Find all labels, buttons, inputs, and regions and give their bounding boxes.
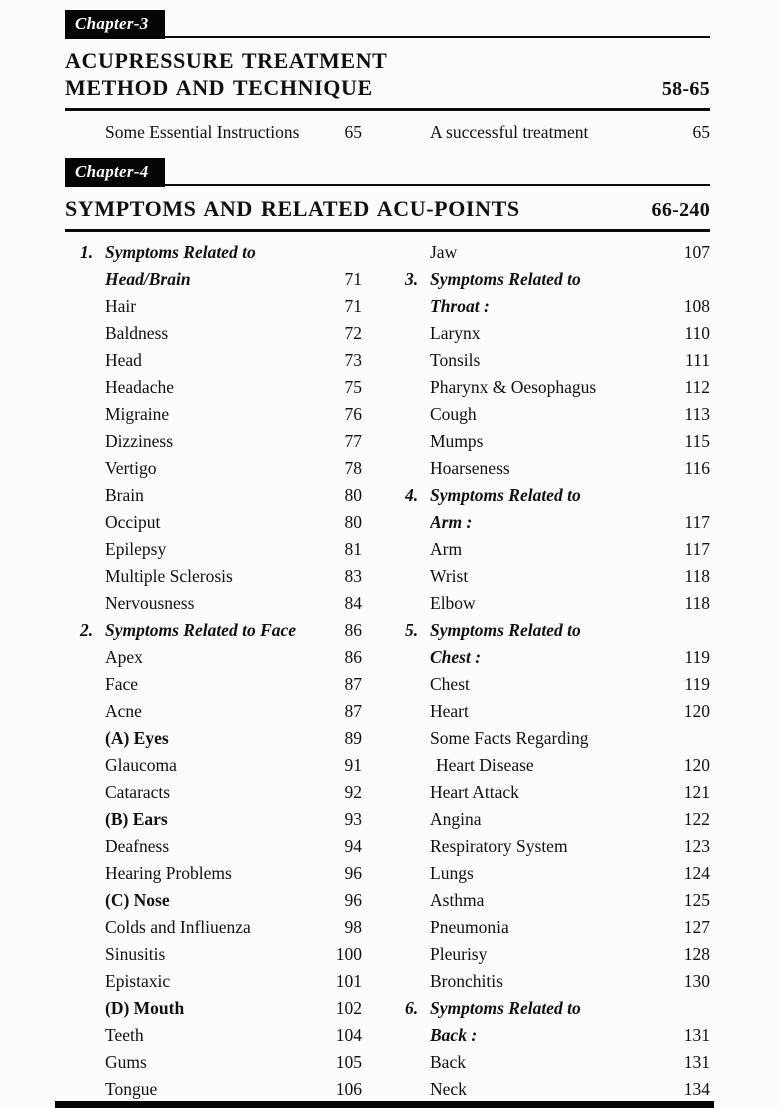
toc-entry: [80, 563, 362, 590]
toc-entry: [405, 374, 710, 401]
toc-entry: [80, 293, 362, 320]
toc-entry-label: (C) Nose: [105, 890, 170, 910]
toc-entry-label: Epilepsy: [105, 539, 167, 559]
toc-entry-label: Migraine: [105, 404, 170, 424]
toc-entry: [405, 509, 710, 536]
toc-entry: [405, 1049, 710, 1076]
chapter3-badge: Chapter-3: [65, 10, 165, 39]
toc-entry: [405, 428, 710, 455]
toc-entry-page: 72: [344, 323, 362, 343]
toc-entry-label: Elbow: [430, 593, 476, 613]
toc-entry-page: 75: [344, 377, 362, 397]
toc-entry: [405, 293, 710, 320]
toc-entry: [80, 752, 362, 779]
toc-entry: [80, 428, 362, 455]
toc-entry-page: 127: [683, 917, 710, 937]
toc-entry-label: Symptoms Related to: [430, 269, 581, 289]
toc-entry-label: Head/Brain: [105, 269, 191, 289]
toc-entry: [405, 401, 710, 428]
toc-entry-page: 131: [683, 1052, 710, 1072]
toc-entry-page: 96: [344, 890, 362, 910]
toc-entry: [405, 941, 710, 968]
chapter4-header: [65, 158, 710, 187]
toc-entry-label: Chest :: [430, 647, 482, 667]
toc-entry: [80, 644, 362, 671]
toc-entry-label: Symptoms Related to Face: [105, 620, 297, 640]
toc-entry: [405, 482, 710, 509]
toc-entry-label: Pleurisy: [430, 944, 488, 964]
toc-entry-page: 81: [344, 539, 362, 559]
toc-entry: [80, 968, 362, 995]
chapter4-title: SYMPTOMS AND RELATED ACU-POINTS: [65, 196, 520, 221]
toc-entry-page: 84: [344, 593, 362, 613]
toc-entry: [80, 455, 362, 482]
toc-columns: [65, 239, 710, 1103]
toc-entry-page: 91: [344, 755, 362, 775]
toc-entry-page: 92: [344, 782, 362, 802]
toc-entry: [405, 347, 710, 374]
toc-entry: [405, 644, 710, 671]
toc-entry-label: Nervousness: [105, 593, 195, 613]
toc-entry-label: Hoarseness: [430, 458, 510, 478]
toc-entry: [405, 455, 710, 482]
toc-entry-page: 108: [683, 296, 710, 316]
toc-entry-label: Colds and Infliuenza: [105, 917, 251, 937]
chapter3-header-rule: [165, 36, 710, 38]
toc-entry-page: 119: [684, 674, 710, 694]
toc-entry-label: Lungs: [430, 863, 474, 883]
toc-entry: [80, 590, 362, 617]
toc-entry-label: Tonsils: [430, 350, 481, 370]
toc-entry-label: Larynx: [430, 323, 481, 343]
toc-entry-label: Chest: [430, 674, 470, 694]
chapter4-title-row: [65, 195, 710, 224]
toc-entry-page: 76: [344, 404, 362, 424]
toc-entry-page: 73: [344, 350, 362, 370]
toc-entry-label: Occiput: [105, 512, 161, 532]
toc-entry-page: 123: [683, 836, 710, 856]
toc-entry-page: 96: [344, 863, 362, 883]
toc-entry-label: (B) Ears: [105, 809, 168, 829]
toc-entry-page: 117: [684, 512, 710, 532]
toc-entry-page: 86: [344, 647, 362, 667]
toc-entry-page: 87: [344, 674, 362, 694]
toc-entry: [80, 860, 362, 887]
toc-entry: [405, 320, 710, 347]
toc-entry-page: 115: [684, 431, 710, 451]
toc-entry-page: 89: [344, 728, 362, 748]
toc-entry: [80, 725, 362, 752]
toc-entry-label: Glaucoma: [105, 755, 177, 775]
toc-entry: [405, 887, 710, 914]
toc-entry-page: 118: [684, 593, 710, 613]
toc-entry: [405, 266, 710, 293]
toc-entry-page: 119: [684, 647, 710, 667]
toc-entry-label: Acne: [105, 701, 142, 721]
toc-entry-page: 120: [683, 755, 710, 775]
toc-entry: [80, 806, 362, 833]
toc-entry: [80, 1022, 362, 1049]
toc-entry-page: 124: [683, 863, 710, 883]
toc-entry-label: Sinusitis: [105, 944, 166, 964]
toc-entry-label: Headache: [105, 377, 174, 397]
toc-entry-label: Symptoms Related to: [430, 485, 581, 505]
toc-entry-label: Symptoms Related to: [430, 620, 581, 640]
toc-entry-label: Respiratory System: [430, 836, 568, 856]
toc-entry-label: Bronchitis: [430, 971, 503, 991]
toc-entry-label: Pneumonia: [430, 917, 509, 937]
toc-entry: [405, 536, 710, 563]
toc-entry: [405, 1076, 710, 1103]
toc-entry-page: 107: [683, 242, 710, 262]
chapter4-page-range: 66-240: [651, 199, 710, 221]
toc-entry-label: Mumps: [430, 431, 484, 451]
toc-entry-page: 65: [692, 122, 710, 142]
toc-entry: [80, 698, 362, 725]
toc-entry-page: 131: [683, 1025, 710, 1045]
toc-entry: [80, 779, 362, 806]
toc-entry-page: 106: [335, 1079, 362, 1099]
toc-entry-label: Symptoms Related to: [430, 998, 581, 1018]
toc-entry: [405, 617, 710, 644]
toc-entry-label: Angina: [430, 809, 482, 829]
toc-entry-page: 112: [684, 377, 710, 397]
chapter3-title-line1: ACUPRESSURE TREATMENT: [65, 48, 388, 73]
toc-entry-page: 128: [683, 944, 710, 964]
toc-entry-page: 83: [344, 566, 362, 586]
toc-entry: [80, 914, 362, 941]
toc-entry-label: A successful treatment: [430, 122, 589, 142]
toc-entry-page: 101: [335, 971, 362, 991]
toc-entry-label: Face: [105, 674, 139, 694]
toc-entry-page: 71: [344, 269, 362, 289]
toc-entry-page: 98: [344, 917, 362, 937]
toc-entry-page: 104: [335, 1025, 362, 1045]
toc-entry-page: 122: [683, 809, 710, 829]
toc-entry-label: Hearing Problems: [105, 863, 232, 883]
toc-entry: [405, 779, 710, 806]
toc-entry: [405, 860, 710, 887]
toc-entry-number: 3.: [405, 269, 419, 289]
toc-entry-label: Throat :: [430, 296, 490, 316]
toc-entry: [405, 590, 710, 617]
toc-entry-label: Some Facts Regarding: [430, 728, 589, 748]
toc-entry-label: Hair: [105, 296, 137, 316]
toc-entry-label: Back: [430, 1052, 466, 1072]
toc-entry-label: Arm :: [430, 512, 473, 532]
toc-entry: [405, 671, 710, 698]
toc-entry: [80, 266, 362, 293]
toc-entry: [405, 119, 710, 146]
toc-entry: [80, 536, 362, 563]
toc-entry: [405, 995, 710, 1022]
toc-entry-page: 117: [684, 539, 710, 559]
toc-entry-label: (A) Eyes: [105, 728, 169, 748]
toc-entry: [405, 914, 710, 941]
toc-entry: [405, 806, 710, 833]
toc-entry-page: 77: [344, 431, 362, 451]
toc-entry-number: 5.: [405, 620, 419, 640]
toc-entry-page: 71: [344, 296, 362, 316]
toc-entry-label: Tongue: [105, 1079, 158, 1099]
toc-entry-page: 80: [344, 485, 362, 505]
toc-right-column: [405, 239, 710, 1103]
toc-entry-page: 134: [683, 1079, 710, 1099]
toc-entry: [80, 1076, 362, 1103]
toc-entry-page: 116: [684, 458, 710, 478]
toc-entry: [80, 671, 362, 698]
toc-entry: [405, 725, 710, 752]
toc-entry: [405, 1022, 710, 1049]
toc-entry-label: Asthma: [430, 890, 485, 910]
page-bottom-edge: [55, 1101, 714, 1108]
toc-entry-label: Teeth: [105, 1025, 144, 1045]
toc-entry-label: Gums: [105, 1052, 147, 1072]
toc-entry-label: Back :: [430, 1025, 478, 1045]
toc-entry-label: (D) Mouth: [105, 998, 185, 1018]
toc-entry: [405, 239, 710, 266]
toc-entry: [80, 887, 362, 914]
toc-entry: [80, 374, 362, 401]
toc-entry-label: Baldness: [105, 323, 169, 343]
toc-entry-label: Some Essential Instructions: [105, 122, 300, 142]
toc-entry-label: Wrist: [430, 566, 469, 586]
toc-entry-page: 111: [685, 350, 710, 370]
toc-entry-page: 87: [344, 701, 362, 721]
toc-entry-page: 100: [335, 944, 362, 964]
toc-entry: [80, 509, 362, 536]
toc-entry: [405, 833, 710, 860]
toc-entry-label: Head: [105, 350, 142, 370]
toc-entry-label: Jaw: [430, 242, 458, 262]
toc-entry-label: Apex: [105, 647, 143, 667]
toc-entry: [80, 995, 362, 1022]
toc-entry-label: Heart Attack: [430, 782, 519, 802]
toc-entry: [80, 941, 362, 968]
toc-entry-label: Cataracts: [105, 782, 171, 802]
toc-entry-page: 65: [344, 122, 362, 142]
toc-entry-number: 1.: [80, 242, 94, 262]
toc-entry-label: Neck: [430, 1079, 467, 1099]
toc-entry: [80, 239, 362, 266]
toc-entry-page: 110: [684, 323, 710, 343]
toc-entry: [80, 617, 362, 644]
toc-entry-label: Pharynx & Oesophagus: [430, 377, 597, 397]
toc-entry-label: Arm: [430, 539, 463, 559]
toc-entry-label: Symptoms Related to: [105, 242, 256, 262]
toc-entry-page: 120: [683, 701, 710, 721]
toc-entry-page: 86: [344, 620, 362, 640]
toc-entry: [405, 698, 710, 725]
toc-entry: [80, 833, 362, 860]
toc-entry-label: Brain: [105, 485, 144, 505]
chapter3-entries: [65, 119, 710, 146]
toc-entry: [405, 968, 710, 995]
chapter3-header: [65, 10, 710, 39]
chapter3-page-range: 58-65: [661, 78, 710, 100]
toc-entry-label: Cough: [430, 404, 477, 424]
toc-entry-label: Heart Disease: [436, 755, 534, 775]
toc-entry-page: 78: [344, 458, 362, 478]
toc-entry: [80, 320, 362, 347]
toc-entry: [405, 752, 710, 779]
toc-entry-label: Vertigo: [105, 458, 157, 478]
toc-entry-page: 102: [335, 998, 362, 1018]
chapter3-divider: [65, 108, 710, 111]
toc-entry-page: 105: [335, 1052, 362, 1072]
toc-entry-label: Heart: [430, 701, 469, 721]
chapter4-header-rule: [165, 184, 710, 186]
toc-entry-label: Dizziness: [105, 431, 174, 451]
chapter4-divider: [65, 229, 710, 232]
toc-entry: [80, 1049, 362, 1076]
toc-entry-number: 2.: [80, 620, 94, 640]
toc-left-column: [80, 239, 362, 1103]
toc-entry-page: 113: [684, 404, 710, 424]
toc-entry-page: 118: [684, 566, 710, 586]
toc-entry: [80, 119, 362, 146]
toc-entry-page: 80: [344, 512, 362, 532]
chapter3-title-line2: METHOD AND TECHNIQUE: [65, 75, 373, 100]
toc-entry-number: 4.: [405, 485, 419, 505]
toc-entry-page: 93: [344, 809, 362, 829]
toc-entry-page: 125: [683, 890, 710, 910]
toc-entry: [80, 482, 362, 509]
toc-entry: [405, 563, 710, 590]
toc-entry: [80, 347, 362, 374]
toc-entry-page: 94: [344, 836, 362, 856]
toc-entry-number: 6.: [405, 998, 419, 1018]
chapter4-badge: Chapter-4: [65, 158, 165, 187]
toc-entry-page: 130: [683, 971, 710, 991]
toc-entry: [80, 401, 362, 428]
chapter3-title-row: [65, 74, 710, 103]
toc-entry-label: Multiple Sclerosis: [105, 566, 233, 586]
toc-entry-label: Epistaxic: [105, 971, 171, 991]
toc-entry-page: 121: [683, 782, 710, 802]
toc-entry-label: Deafness: [105, 836, 170, 856]
